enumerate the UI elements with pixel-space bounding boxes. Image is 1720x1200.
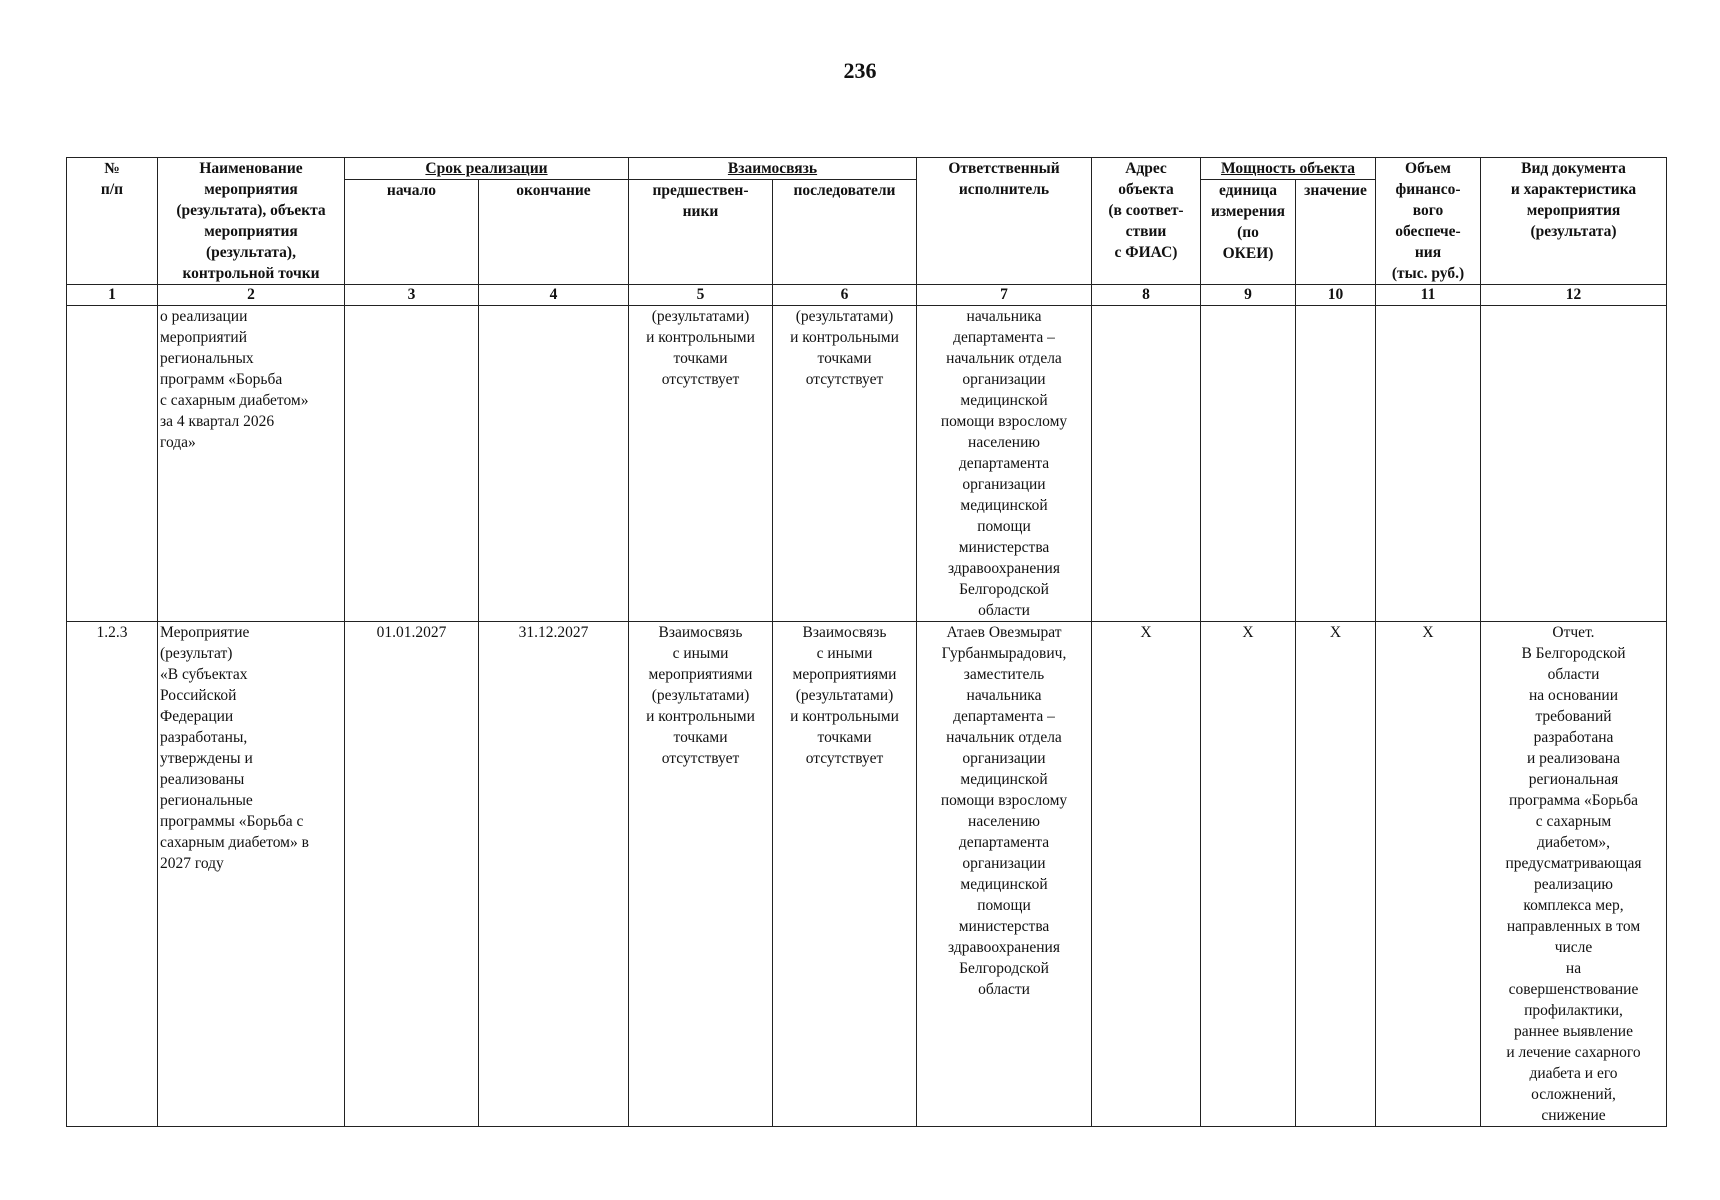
cell-start: 01.01.2027 <box>345 622 479 1127</box>
cell-name: Мероприятие (результат) «В субъектах Российской Федерации разработаны, утверждены и реализованы региональные программы «Борьба с сахарным диабетом» в 2027 году <box>158 622 345 1127</box>
header-link: Взаимосвязь <box>629 158 917 180</box>
cell-responsible: начальника департамента – начальник отдела организации медицинской помощи взрослому населению департамента организации медицинской помощи министерства здравоохранения Белгородской области <box>917 306 1092 622</box>
cell-doc: Отчет. В Белгородской области на основании требований разработана и реализована региональная программа «Борьба с сахарным диабетом», предусматривающая реализацию комплекса мер, направленных в том числе на совершенствование профилактики, раннее выявление и лечение сахарного диабета и его осложнений, снижение <box>1481 622 1667 1127</box>
header-capacity-value: значение <box>1296 180 1376 285</box>
column-number: 5 <box>629 285 773 306</box>
cell-address: Х <box>1092 622 1201 1127</box>
table-row <box>67 306 1667 622</box>
cell-value: Х <box>1296 622 1376 1127</box>
header-row-1 <box>67 158 1667 180</box>
header-name: Наименование мероприятия (результата), объекта мероприятия (результата), контрольной точки <box>158 158 345 285</box>
header-finance: Объем финансо- вого обеспече- ния (тыс. руб.) <box>1376 158 1481 285</box>
cell-end: 31.12.2027 <box>479 622 629 1127</box>
column-number-row <box>67 285 1667 306</box>
header-term-start: начало <box>345 180 479 285</box>
table-row <box>67 622 1667 1127</box>
cell-address <box>1092 306 1201 622</box>
header-capacity-unit: единица измерения (по ОКЕИ) <box>1201 180 1296 285</box>
header-responsible: Ответственный исполнитель <box>917 158 1092 285</box>
column-number: 10 <box>1296 285 1376 306</box>
header-address: Адрес объекта (в соответ- ствии с ФИАС) <box>1092 158 1201 285</box>
column-number: 3 <box>345 285 479 306</box>
cell-doc <box>1481 306 1667 622</box>
cell-start <box>345 306 479 622</box>
cell-num <box>67 306 158 622</box>
events-table <box>66 157 1667 1127</box>
cell-next: (результатами) и контрольными точками отсутствует <box>773 306 917 622</box>
header-doc: Вид документа и характеристика мероприятия (результата) <box>1481 158 1667 285</box>
page-number: 236 <box>843 58 877 83</box>
cell-end <box>479 306 629 622</box>
column-number: 4 <box>479 285 629 306</box>
column-number: 12 <box>1481 285 1667 306</box>
header-num: № п/п <box>67 158 158 285</box>
header-capacity: Мощность объекта <box>1201 158 1376 180</box>
cell-next: Взаимосвязь с иными мероприятиями (результатами) и контрольными точками отсутствует <box>773 622 917 1127</box>
cell-finance: Х <box>1376 622 1481 1127</box>
column-number: 8 <box>1092 285 1201 306</box>
cell-finance <box>1376 306 1481 622</box>
cell-name: о реализации мероприятий региональных программ «Борьба с сахарным диабетом» за 4 квартал 2026 года» <box>158 306 345 622</box>
cell-responsible: Атаев Овезмырат Гурбанмырадович, заместитель начальника департамента – начальник отдела организации медицинской помощи взрослому населению департамента организации медицинской помощи министерства здравоохранения Белгородской области <box>917 622 1092 1127</box>
column-number: 7 <box>917 285 1092 306</box>
column-number: 6 <box>773 285 917 306</box>
cell-value <box>1296 306 1376 622</box>
header-link-prev: предшествен- ники <box>629 180 773 285</box>
column-number: 11 <box>1376 285 1481 306</box>
cell-unit <box>1201 306 1296 622</box>
cell-prev: (результатами) и контрольными точками отсутствует <box>629 306 773 622</box>
column-number: 1 <box>67 285 158 306</box>
cell-prev: Взаимосвязь с иными мероприятиями (результатами) и контрольными точками отсутствует <box>629 622 773 1127</box>
cell-unit: Х <box>1201 622 1296 1127</box>
column-number: 2 <box>158 285 345 306</box>
header-term: Срок реализации <box>345 158 629 180</box>
cell-num: 1.2.3 <box>67 622 158 1127</box>
column-number: 9 <box>1201 285 1296 306</box>
header-term-end: окончание <box>479 180 629 285</box>
header-link-next: последователи <box>773 180 917 285</box>
